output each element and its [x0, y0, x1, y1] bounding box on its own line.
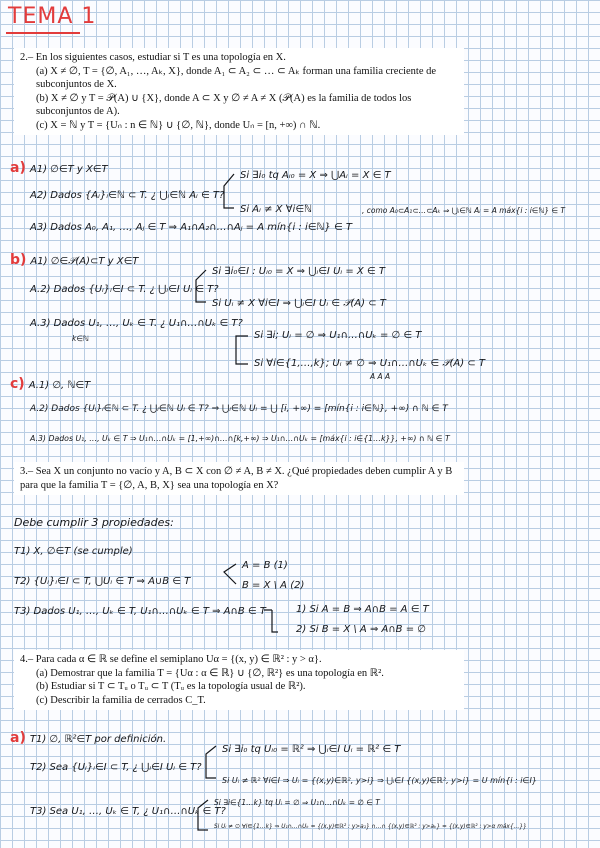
notes-c-c2: A.2) Dados {Uᵢ}ᵢ∈ℕ ⊂ T. ¿ ⋃ᵢ∈ℕ Uᵢ ∈ T? ⇒ ⋃ᵢ∈ℕ Uᵢ = ⋃ [i, +∞) = [mín{i : i∈ℕ}, +∞) ∩ ℕ ∈ T — [30, 404, 448, 414]
notes-b-b2-case2: Si Uᵢ ≠ X ∀i∈I ⇒ ⋃ᵢ∈I Uᵢ ∈ 𝒫(A) ⊂ T — [212, 298, 386, 309]
exercise-3-statement — [14, 462, 464, 495]
notes-a-mark: a) — [10, 160, 26, 176]
notes-3-t3-case2: 2) Si B = X \ A ⇒ A∩B = ∅ — [296, 624, 426, 635]
notes-3-intro: Debe cumplir 3 propiedades: — [14, 516, 174, 529]
notes-b-b2: A.2) Dados {Uᵢ}ᵢ∈I ⊂ T. ¿ ⋃ᵢ∈I Uᵢ ∈ T? — [30, 284, 219, 295]
notes-4-t2-case1: Si ∃i₀ tq Uᵢ₀ = ℝ² ⇒ ⋃ᵢ∈I Uᵢ = ℝ² ∈ T — [222, 744, 401, 755]
notes-b-b3-case1: Si ∃i; Uᵢ = ∅ ⇒ U₁∩…∩Uₖ = ∅ ∈ T — [254, 330, 422, 341]
notes-a-a1-text: A1) ∅∈T y X∈T — [29, 164, 108, 175]
notes-a-a2-case2: Si Aᵢ ≠ X ∀i∈ℕ — [240, 204, 313, 215]
notes-4-t3: T3) Sea U₁, …, Uₖ ∈ T, ¿ U₁∩…∩Uₖ ∈ T? — [30, 806, 226, 817]
notes-4-t3-case1: Si ∃i∈{1…k} tq Uᵢ = ∅ ⇒ U₁∩…∩Uₖ = ∅ ∈ T — [214, 798, 380, 807]
notes-b-b1-text: A1) ∅∈𝒫(A)⊂T y X∈T — [30, 256, 139, 267]
notes-a-a3: A3) Dados A₀, A₁, …, Aⱼ ∈ T ⇒ A₁∩A₂∩…∩Aⱼ = A mín{i : i∈ℕ} ∈ T — [30, 222, 353, 233]
exercise-2-part-b: (b) X ≠ ∅ y T = 𝒫(A) ∪ {X}, donde A ⊂ X y ∅ ≠ A ≠ X (𝒫(A) es la familia de todos los subconjuntos de A). — [36, 92, 412, 117]
notes-c-mark: c) — [10, 376, 25, 392]
notes-3-t2-case1: A = B (1) — [242, 560, 288, 571]
notes-3-t3: T3) Dados U₁, …, Uₖ ∈ T, U₁∩…∩Uₖ ∈ T ⇒ A∩B ∈ T — [14, 606, 266, 617]
notes-3-t2-case2: B = X \ A (2) — [242, 580, 305, 591]
notes-b-b1 — [10, 252, 138, 268]
notes-b3-brace — [234, 330, 250, 370]
notes-c-c1 — [10, 376, 90, 392]
notes-a-a2-case1: Si ∃i₀ tq Aᵢ₀ = X ⇒ ⋃Aᵢ = X ∈ T — [240, 170, 391, 181]
notes-b-b3-sub: k∈ℕ — [72, 334, 89, 343]
notes-4-t2-case2: Si Uᵢ ≠ ℝ² ∀i∈I ⇒ Uᵢ = {(x,y)∈ℝ², y>i} ⇒ ⋃ᵢ∈I {(x,y)∈ℝ², y>i} = U mín{i : i∈I} — [222, 776, 537, 785]
exercise-2-statement — [14, 48, 464, 135]
notes-4-t2: T2) Sea {Uᵢ}ᵢ∈I ⊂ T, ¿ ⋃ᵢ∈I Uᵢ ∈ T? — [30, 762, 202, 773]
notes-4-mark: a) — [10, 730, 26, 746]
page-title: TEMA 1 — [8, 4, 97, 29]
notes-4-t3-brace — [196, 798, 210, 838]
notes-4-t2-brace — [204, 744, 218, 784]
notes-3-t2-brace — [222, 560, 238, 590]
exercise-2-part-a: (a) X ≠ ∅, T = {∅, A₁, …, Aₖ, X}, donde A₁ ⊂ A₂ ⊂ … ⊂ Aₖ forman una familia creciente de subconjuntos de X. — [36, 65, 437, 90]
notes-4-t1 — [10, 730, 166, 746]
notes-b2-brace — [194, 268, 208, 308]
notes-4-t3-case2: Si Uᵢ ≠ ∅ ∀i∈{1…k} ⇒ U₁∩…∩Uₖ = {(x,y)∈ℝ² : y>a₁} ∩…∩ {(x,y)∈ℝ² : y>aₖ} = {(x,y)∈ℝ² : y>α máx{…}} — [214, 824, 527, 830]
exercise-2-prompt: 2.– En los siguientes casos, estudiar si T es una topología en X. — [20, 52, 286, 63]
notes-c-c1-text: A.1) ∅, ℕ∈T — [28, 380, 91, 391]
notes-a-a2: A2) Dados {Aᵢ}ᵢ∈ℕ ⊂ T. ¿ ⋃ᵢ∈ℕ Aᵢ ∈ T? — [30, 190, 225, 201]
exercise-4-part-b: (b) Estudiar si T ⊂ Tᵤ o Tᵤ ⊂ T (Tᵤ es la topología usual de ℝ²). — [36, 681, 306, 692]
notes-a-a2-case2-cont: , como A₀⊂A₁⊂…⊂Aₖ ⇒ ⋃ᵢ∈ℕ Aᵢ = A máx{i : i∈ℕ} ∈ T — [362, 206, 565, 215]
exercise-4-part-c: (c) Describir la familia de cerrados C_T. — [36, 694, 206, 706]
notes-a-a1 — [10, 160, 108, 176]
exercise-2-part-c: (c) X = ℕ y T = {Uₙ : n ∈ ℕ} ∪ {∅, ℕ}, donde Uₙ = [n, +∞) ∩ ℕ. — [36, 119, 321, 131]
notes-b-mark: b) — [10, 252, 27, 268]
notes-4-t1-text: T1) ∅, ℝ²∈T por definición. — [29, 734, 167, 745]
exercise-4-prompt: 4.– Para cada α ∈ ℝ se define el semiplano Uα = {(x, y) ∈ ℝ² : y > α}. — [20, 654, 322, 665]
notes-b-b3-case2-sub: A A A — [370, 372, 391, 381]
exercise-4-statement — [14, 650, 464, 710]
notes-3-t1: T1) X, ∅∈T (se cumple) — [14, 546, 133, 557]
notes-c-c3: A.3) Dados U₁, …, Uₖ ∈ T ⇒ U₁∩…∩Uₖ = [1,+∞)∩…∩[k,+∞) ⇒ U₁∩…∩Uₖ = [máx{i : i∈{1…k}}, +∞) ∩ ℕ ∈ T — [30, 434, 450, 443]
notes-3-t3-case1: 1) Si A = B ⇒ A∩B = A ∈ T — [296, 604, 429, 615]
notes-3-t3-brace — [262, 604, 278, 634]
notes-b-b2-case1: Si ∃i₀∈I : Uᵢ₀ = X ⇒ ⋃ᵢ∈I Uᵢ = X ∈ T — [212, 266, 385, 277]
notes-a-brace — [222, 172, 236, 212]
notes-b-b3: A.3) Dados U₁, …, Uₖ ∈ T. ¿ U₁∩…∩Uₖ ∈ T? — [30, 318, 243, 329]
notes-b-b3-case2: Si ∀i∈{1,…,k}; Uᵢ ≠ ∅ ⇒ U₁∩…∩Uₖ ∈ 𝒫(A) ⊂ T — [254, 358, 486, 369]
title-underline — [6, 32, 80, 34]
exercise-3-prompt: 3.– Sea X un conjunto no vacío y A, B ⊂ X con ∅ ≠ A, B ≠ X. ¿Qué propiedades deben cumplir A y B para que la familia T = {∅, A, B, X} sea una topología en X? — [20, 466, 453, 491]
notes-3-t2: T2) {Uᵢ}ᵢ∈I ⊂ T, ⋃Uᵢ ∈ T ⇒ A∪B ∈ T — [14, 576, 191, 587]
exercise-4-part-a: (a) Demostrar que la familia T = {Uα : α ∈ ℝ} ∪ {∅, ℝ²} es una topología en ℝ². — [36, 667, 384, 679]
